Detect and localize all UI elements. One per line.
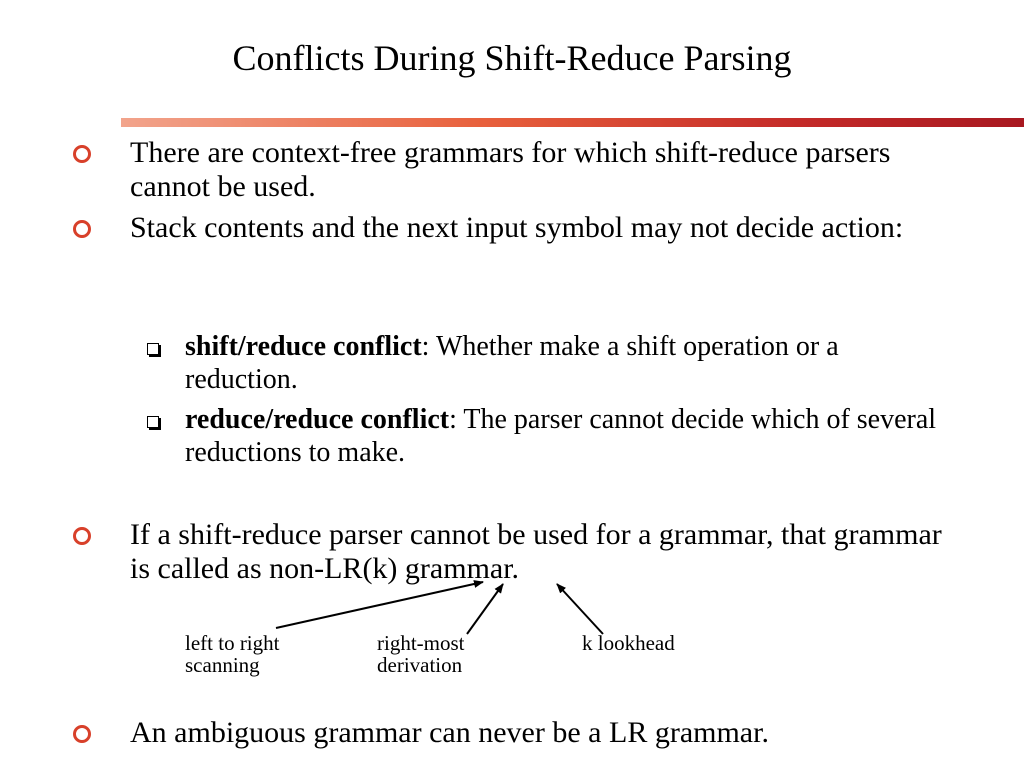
bullet-text: There are context-free grammars for which shift-reduce parsers cannot be used. xyxy=(130,136,891,203)
arrow-left-to-right xyxy=(276,582,483,628)
sub-bullet-term: shift/reduce conflict xyxy=(185,331,422,362)
annotation-k-lookhead: k lookhead xyxy=(582,631,675,655)
slide-title: Conflicts During Shift-Reduce Parsing xyxy=(232,38,792,78)
bullet-text: If a shift-reduce parser cannot be used for a grammar, that grammar is called as non-LR(k) grammar. xyxy=(130,518,942,585)
circle-bullet-icon xyxy=(73,725,91,743)
bullet-text: Stack contents and the next input symbol may not decide action: xyxy=(130,211,904,244)
sub-bullet-term: reduce/reduce conflict xyxy=(185,404,450,435)
annotation-right-most: right-most derivation xyxy=(377,631,465,677)
arrow-right-most xyxy=(467,584,503,634)
annotation-left-to-right: left to right scanning xyxy=(185,631,280,677)
bullet-item xyxy=(130,716,950,750)
sub-bullet-text: : The parser cannot decide which of several reductions to make. xyxy=(185,404,937,468)
sub-bullet-text: : Whether make a shift operation or a reduction. xyxy=(185,331,839,395)
arrow-k-lookhead xyxy=(557,584,603,634)
bullet-text: An ambiguous grammar can never be a LR grammar. xyxy=(130,716,769,749)
